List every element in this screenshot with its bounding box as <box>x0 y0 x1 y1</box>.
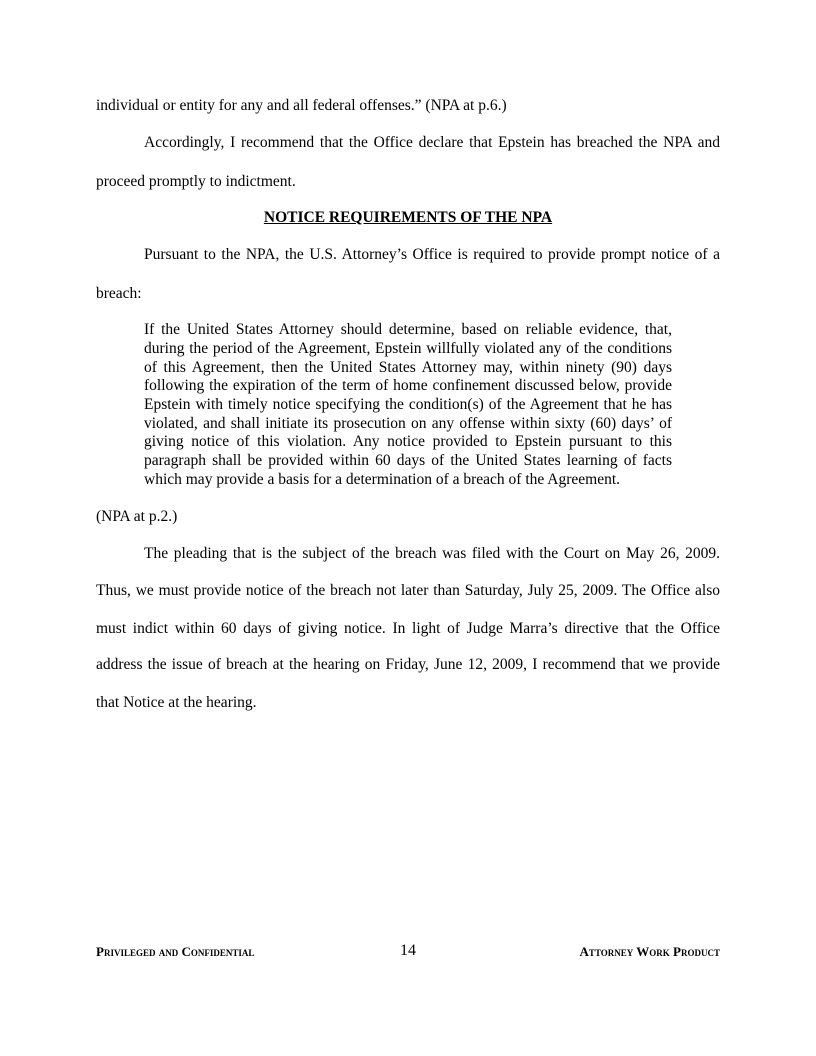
block-quote-line: of this Agreement, then the United States Attorney may, within ninety (90) days <box>144 359 672 376</box>
pleading-paragraph-line-1: The pleading that is the subject of the breach was filed with the Court on May 26, 2009. <box>144 545 720 562</box>
block-quote-line: following the expiration of the term of home confinement discussed below, provide <box>144 377 672 394</box>
page-number: 14 <box>400 942 416 959</box>
block-quote-line: paragraph shall be provided within 60 days of the United States learning of facts <box>144 452 672 469</box>
citation: (NPA at p.2.) <box>96 508 178 525</box>
block-quote-line: during the period of the Agreement, Epstein willfully violated any of the conditions <box>144 340 672 357</box>
section-heading: NOTICE REQUIREMENTS OF THE NPA <box>263 209 553 226</box>
block-quote-line: Epstein with timely notice specifying the condition(s) of the Agreement that he has <box>144 396 672 413</box>
pleading-paragraph-line-2: Thus, we must provide notice of the breach not later than Saturday, July 25, 2009. The Office also <box>96 582 720 599</box>
recommendation-paragraph-line-2: proceed promptly to indictment. <box>96 173 296 190</box>
recommendation-paragraph-line-1: Accordingly, I recommend that the Office declare that Epstein has breached the NPA and <box>144 134 720 151</box>
block-quote-line: violated, and shall initiate its prosecution on any offense within sixty (60) days’ of <box>144 415 672 432</box>
footer-work-product-label: Attorney Work Product <box>579 944 720 959</box>
pleading-paragraph-line-3: must indict within 60 days of giving notice. In light of Judge Marra’s directive that the Office <box>96 620 720 637</box>
pleading-paragraph-line-5: that Notice at the hearing. <box>96 694 257 711</box>
footer-privileged-label: Privileged and Confidential <box>96 944 255 959</box>
pleading-paragraph-line-4: address the issue of breach at the hearing on Friday, June 12, 2009, I recommend that we provide <box>96 656 720 673</box>
block-quote-line: giving notice of this violation. Any notice provided to Epstein pursuant to this <box>144 433 672 450</box>
notice-paragraph-line-2: breach: <box>96 285 142 302</box>
block-quote-line: which may provide a basis for a determination of a breach of the Agreement. <box>144 471 621 488</box>
notice-paragraph-line-1: Pursuant to the NPA, the U.S. Attorney’s Office is required to provide prompt notice of a <box>144 246 720 263</box>
paragraph-continuation: individual or entity for any and all federal offenses.” (NPA at p.6.) <box>96 97 507 114</box>
block-quote-line: If the United States Attorney should determine, based on reliable evidence, that, <box>144 321 672 338</box>
